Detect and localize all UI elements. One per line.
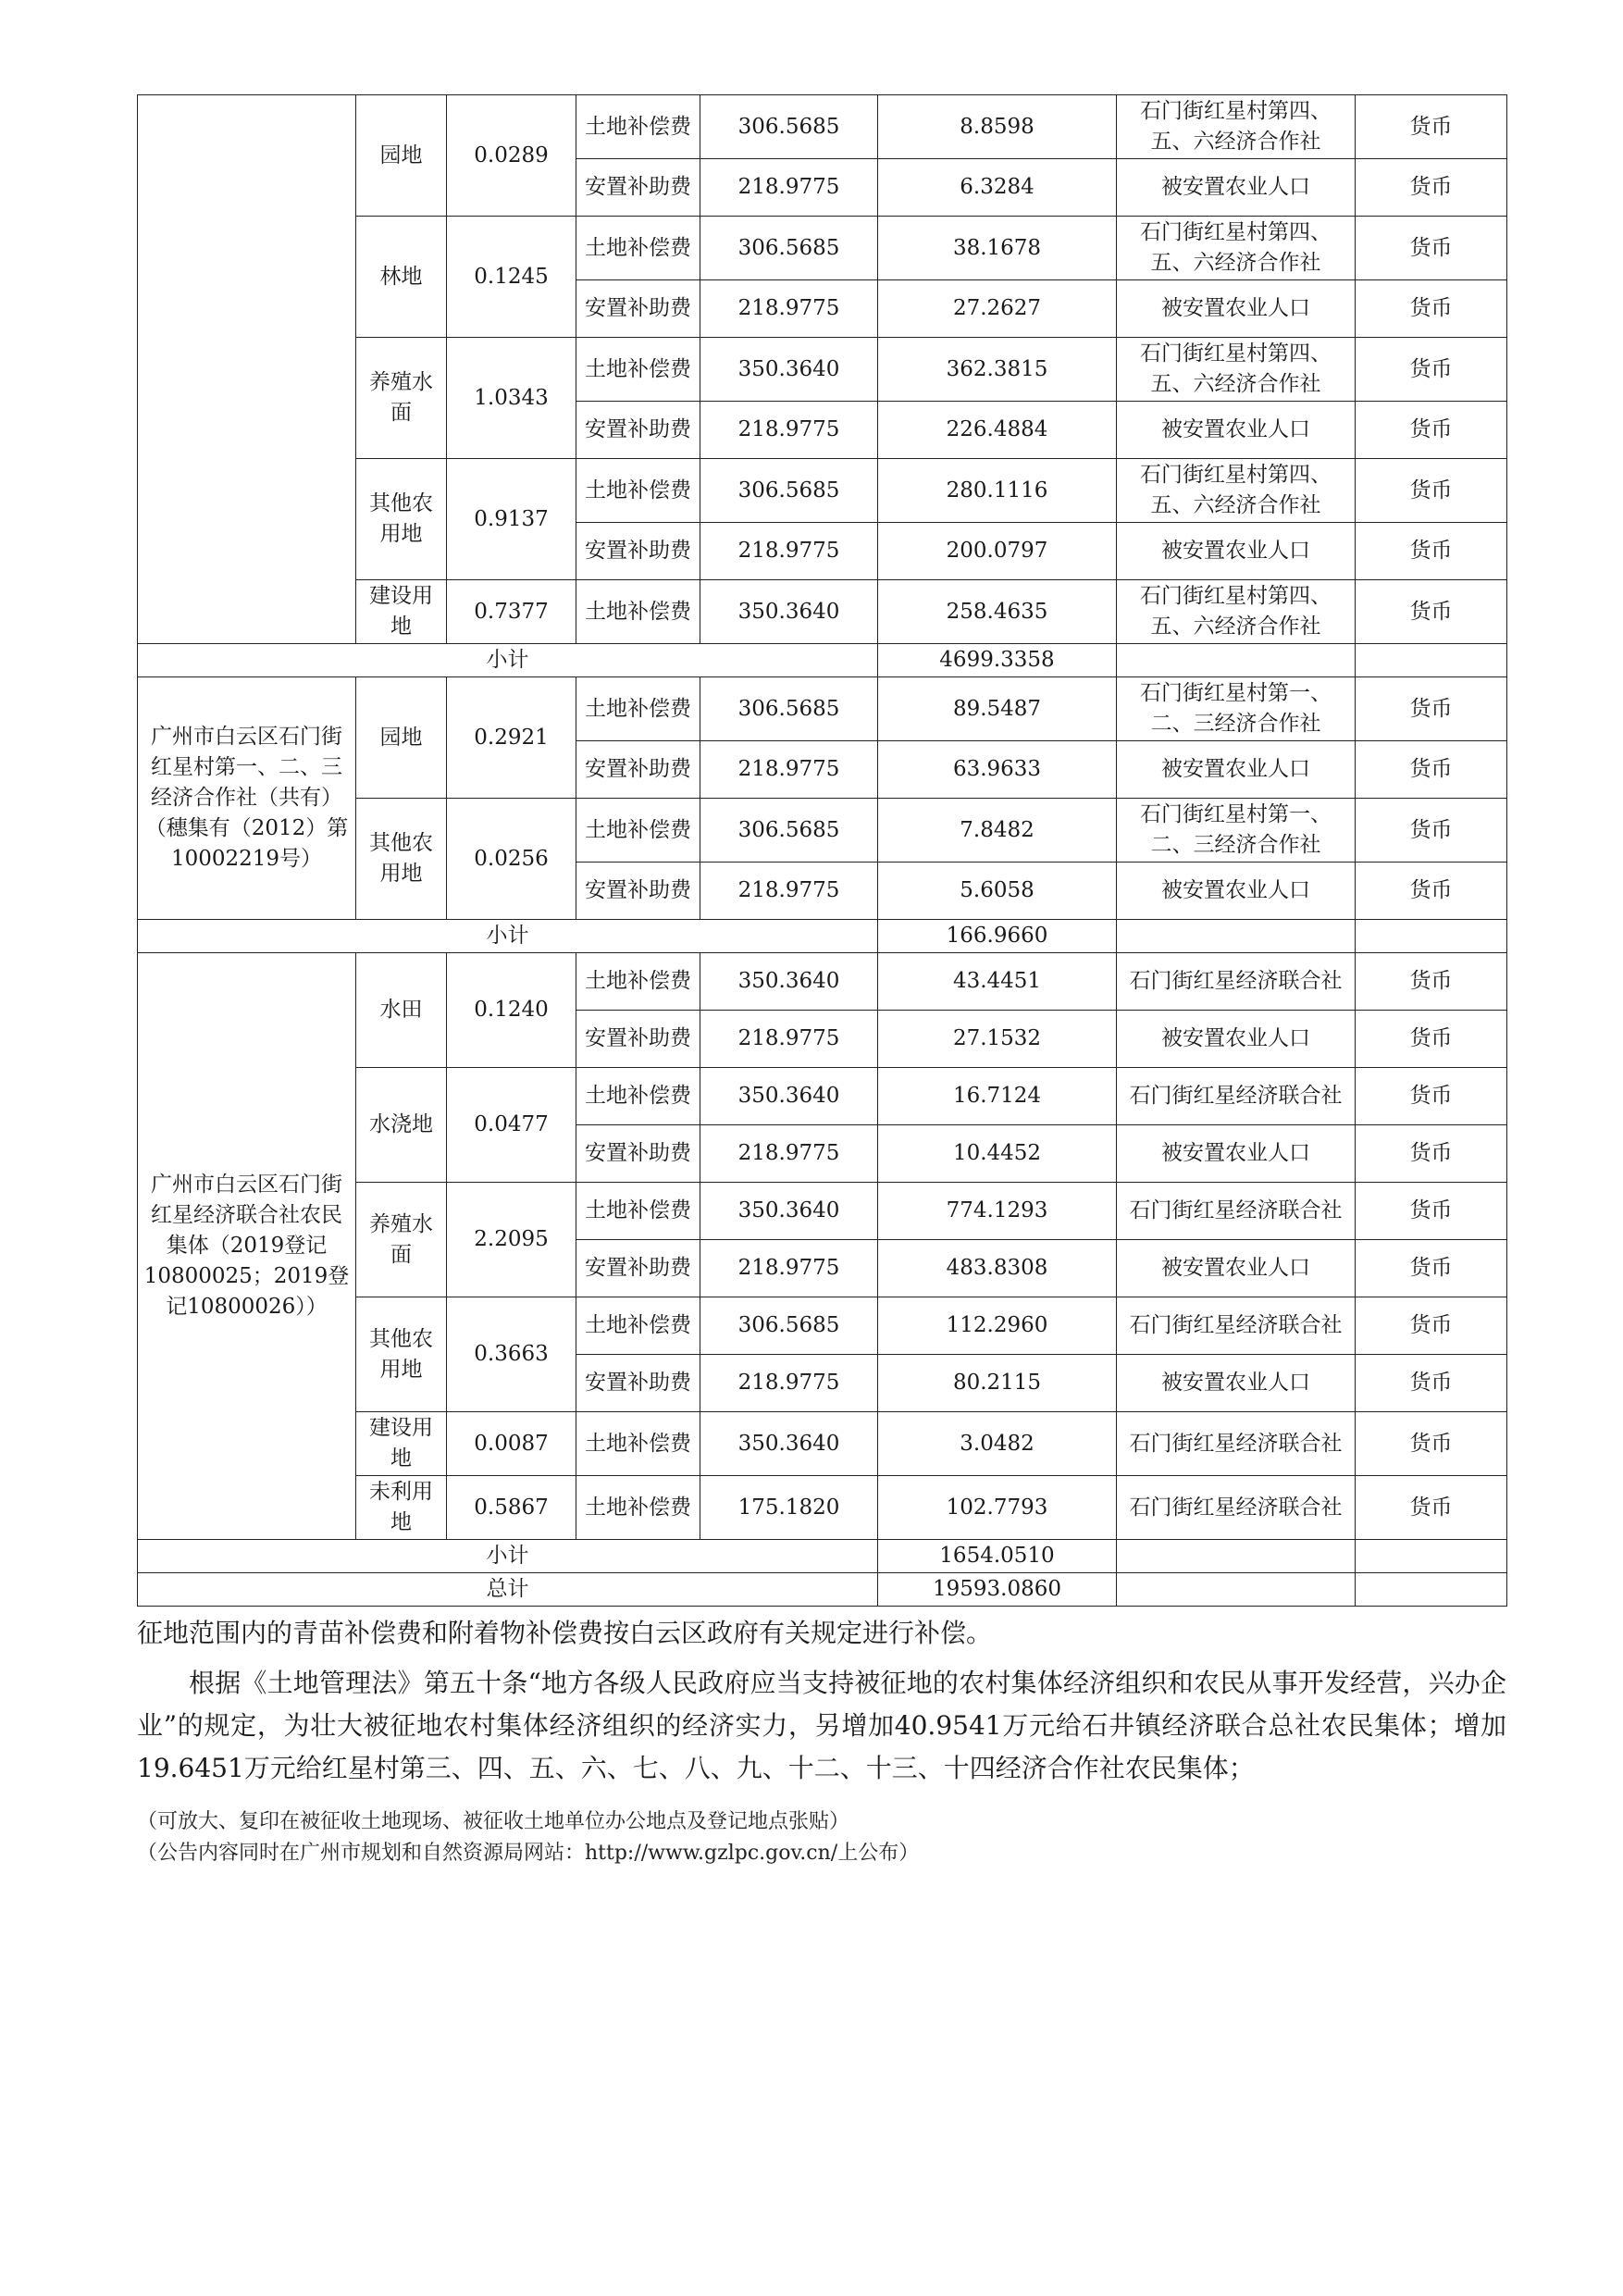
method-cell: 货币 bbox=[1356, 1011, 1507, 1068]
unit-price-cell: 306.5685 bbox=[700, 799, 878, 863]
unit-price-cell: 218.9775 bbox=[700, 1240, 878, 1297]
unit-price-cell: 306.5685 bbox=[700, 1297, 878, 1355]
unit-price-cell: 350.3640 bbox=[700, 338, 878, 402]
amount-cell: 483.8308 bbox=[878, 1240, 1117, 1297]
unit-price-cell: 306.5685 bbox=[700, 95, 878, 159]
table-row bbox=[138, 953, 1507, 1011]
owner-cell bbox=[138, 95, 356, 644]
fee-type-cell: 安置补助费 bbox=[576, 741, 700, 799]
method-cell: 货币 bbox=[1356, 1412, 1507, 1476]
payee-cell: 被安置农业人口 bbox=[1117, 1240, 1356, 1297]
subtotal-value-cell: 1654.0510 bbox=[878, 1540, 1117, 1573]
method-cell: 货币 bbox=[1356, 217, 1507, 280]
method-cell: 货币 bbox=[1356, 799, 1507, 863]
payee-cell: 石门街红星经济联合社 bbox=[1117, 1068, 1356, 1125]
unit-price-cell: 175.1820 bbox=[700, 1476, 878, 1540]
amount-cell: 89.5487 bbox=[878, 677, 1117, 741]
fee-type-cell: 安置补助费 bbox=[576, 1125, 700, 1183]
payee-cell: 石门街红星村第四、五、六经济合作社 bbox=[1117, 580, 1356, 644]
fee-type-cell: 土地补偿费 bbox=[576, 1476, 700, 1540]
land-type-cell: 园地 bbox=[356, 95, 447, 217]
payee-cell: 被安置农业人口 bbox=[1117, 1125, 1356, 1183]
amount-cell: 226.4884 bbox=[878, 402, 1117, 459]
amount-cell: 6.3284 bbox=[878, 159, 1117, 217]
owner-cell: 广州市白云区石门街红星村第一、二、三经济合作社（共有）（穗集有（2012）第10002219号） bbox=[138, 677, 356, 920]
amount-cell: 80.2115 bbox=[878, 1355, 1117, 1412]
fee-type-cell: 土地补偿费 bbox=[576, 338, 700, 402]
land-type-cell: 其他农用地 bbox=[356, 459, 447, 580]
payee-cell: 石门街红星村第一、二、三经济合作社 bbox=[1117, 677, 1356, 741]
unit-price-cell: 218.9775 bbox=[700, 741, 878, 799]
payee-cell: 被安置农业人口 bbox=[1117, 741, 1356, 799]
method-cell: 货币 bbox=[1356, 159, 1507, 217]
area-cell: 0.0289 bbox=[447, 95, 576, 217]
method-cell: 货币 bbox=[1356, 523, 1507, 580]
fee-type-cell: 土地补偿费 bbox=[576, 799, 700, 863]
amount-cell: 43.4451 bbox=[878, 953, 1117, 1011]
area-cell: 0.0256 bbox=[447, 799, 576, 920]
payee-cell: 石门街红星经济联合社 bbox=[1117, 1476, 1356, 1540]
fee-type-cell: 土地补偿费 bbox=[576, 459, 700, 523]
document-page bbox=[137, 94, 1506, 1869]
unit-price-cell: 306.5685 bbox=[700, 217, 878, 280]
area-cell: 0.1245 bbox=[447, 217, 576, 338]
fee-type-cell: 安置补助费 bbox=[576, 523, 700, 580]
fee-type-cell: 土地补偿费 bbox=[576, 953, 700, 1011]
amount-cell: 8.8598 bbox=[878, 95, 1117, 159]
fee-type-cell: 土地补偿费 bbox=[576, 95, 700, 159]
payee-cell: 石门街红星村第四、五、六经济合作社 bbox=[1117, 217, 1356, 280]
land-type-cell: 养殖水面 bbox=[356, 1183, 447, 1297]
payee-cell: 被安置农业人口 bbox=[1117, 863, 1356, 920]
subtotal-row bbox=[138, 644, 1507, 677]
payee-cell: 石门街红星村第四、五、六经济合作社 bbox=[1117, 95, 1356, 159]
payee-cell: 被安置农业人口 bbox=[1117, 159, 1356, 217]
land-type-cell: 水浇地 bbox=[356, 1068, 447, 1183]
unit-price-cell: 218.9775 bbox=[700, 1011, 878, 1068]
unit-price-cell: 350.3640 bbox=[700, 1183, 878, 1240]
method-cell: 货币 bbox=[1356, 953, 1507, 1011]
amount-cell: 27.1532 bbox=[878, 1011, 1117, 1068]
owner-cell: 广州市白云区石门街红星经济联合社农民集体（2019登记10800025；2019登记10800026）） bbox=[138, 953, 356, 1540]
subtotal-empty-cell bbox=[1117, 644, 1356, 677]
amount-cell: 38.1678 bbox=[878, 217, 1117, 280]
payee-cell: 被安置农业人口 bbox=[1117, 1355, 1356, 1412]
subtotal-row bbox=[138, 920, 1507, 953]
land-type-cell: 水田 bbox=[356, 953, 447, 1068]
land-type-cell: 其他农用地 bbox=[356, 799, 447, 920]
subtotal-label-cell: 小计 bbox=[138, 644, 878, 677]
fee-type-cell: 安置补助费 bbox=[576, 402, 700, 459]
method-cell: 货币 bbox=[1356, 677, 1507, 741]
table-row bbox=[138, 95, 1507, 159]
area-cell: 0.3663 bbox=[447, 1297, 576, 1412]
area-cell: 0.9137 bbox=[447, 459, 576, 580]
fee-type-cell: 安置补助费 bbox=[576, 1240, 700, 1297]
amount-cell: 200.0797 bbox=[878, 523, 1117, 580]
method-cell: 货币 bbox=[1356, 1068, 1507, 1125]
unit-price-cell: 218.9775 bbox=[700, 280, 878, 338]
fee-type-cell: 土地补偿费 bbox=[576, 1068, 700, 1125]
compensation-table-body bbox=[138, 95, 1507, 1607]
amount-cell: 63.9633 bbox=[878, 741, 1117, 799]
footnotes bbox=[137, 1806, 1506, 1869]
payee-cell: 石门街红星村第一、二、三经济合作社 bbox=[1117, 799, 1356, 863]
land-type-cell: 建设用地 bbox=[356, 580, 447, 644]
unit-price-cell: 218.9775 bbox=[700, 1125, 878, 1183]
land-type-cell: 建设用地 bbox=[356, 1412, 447, 1476]
amount-cell: 3.0482 bbox=[878, 1412, 1117, 1476]
payee-cell: 被安置农业人口 bbox=[1117, 1011, 1356, 1068]
payee-cell: 被安置农业人口 bbox=[1117, 402, 1356, 459]
method-cell: 货币 bbox=[1356, 402, 1507, 459]
fee-type-cell: 安置补助费 bbox=[576, 863, 700, 920]
unit-price-cell: 218.9775 bbox=[700, 159, 878, 217]
paragraph-seedling-compensation: 征地范围内的青苗补偿费和附着物补偿费按白云区政府有关规定进行补偿。 bbox=[137, 1618, 993, 1648]
unit-price-cell: 306.5685 bbox=[700, 677, 878, 741]
subtotal-label-cell: 小计 bbox=[138, 920, 878, 953]
total-empty-cell bbox=[1117, 1573, 1356, 1607]
amount-cell: 5.6058 bbox=[878, 863, 1117, 920]
amount-cell: 280.1116 bbox=[878, 459, 1117, 523]
payee-cell: 石门街红星经济联合社 bbox=[1117, 1412, 1356, 1476]
unit-price-cell: 218.9775 bbox=[700, 863, 878, 920]
method-cell: 货币 bbox=[1356, 741, 1507, 799]
fee-type-cell: 安置补助费 bbox=[576, 1355, 700, 1412]
total-value-cell: 19593.0860 bbox=[878, 1573, 1117, 1607]
amount-cell: 362.3815 bbox=[878, 338, 1117, 402]
total-row bbox=[138, 1573, 1507, 1607]
area-cell: 0.1240 bbox=[447, 953, 576, 1068]
amount-cell: 258.4635 bbox=[878, 580, 1117, 644]
subtotal-empty-cell bbox=[1356, 920, 1507, 953]
subtotal-empty-cell bbox=[1117, 1540, 1356, 1573]
area-cell: 1.0343 bbox=[447, 338, 576, 459]
footnote-website: （公告内容同时在广州市规划和自然资源局网站：http://www.gzlpc.gov.cn/上公布） bbox=[137, 1842, 920, 1865]
unit-price-cell: 218.9775 bbox=[700, 402, 878, 459]
method-cell: 货币 bbox=[1356, 338, 1507, 402]
land-type-cell: 养殖水面 bbox=[356, 338, 447, 459]
fee-type-cell: 土地补偿费 bbox=[576, 1412, 700, 1476]
unit-price-cell: 350.3640 bbox=[700, 1068, 878, 1125]
payee-cell: 石门街红星经济联合社 bbox=[1117, 953, 1356, 1011]
amount-cell: 774.1293 bbox=[878, 1183, 1117, 1240]
unit-price-cell: 350.3640 bbox=[700, 953, 878, 1011]
method-cell: 货币 bbox=[1356, 1125, 1507, 1183]
method-cell: 货币 bbox=[1356, 1297, 1507, 1355]
payee-cell: 被安置农业人口 bbox=[1117, 280, 1356, 338]
table-row bbox=[138, 677, 1507, 741]
amount-cell: 27.2627 bbox=[878, 280, 1117, 338]
payee-cell: 石门街红星经济联合社 bbox=[1117, 1183, 1356, 1240]
unit-price-cell: 306.5685 bbox=[700, 459, 878, 523]
area-cell: 0.2921 bbox=[447, 677, 576, 799]
area-cell: 2.2095 bbox=[447, 1183, 576, 1297]
method-cell: 货币 bbox=[1356, 95, 1507, 159]
fee-type-cell: 安置补助费 bbox=[576, 280, 700, 338]
subtotal-label-cell: 小计 bbox=[138, 1540, 878, 1573]
method-cell: 货币 bbox=[1356, 863, 1507, 920]
subtotal-value-cell: 166.9660 bbox=[878, 920, 1117, 953]
amount-cell: 7.8482 bbox=[878, 799, 1117, 863]
fee-type-cell: 土地补偿费 bbox=[576, 1183, 700, 1240]
area-cell: 0.5867 bbox=[447, 1476, 576, 1540]
land-type-cell: 林地 bbox=[356, 217, 447, 338]
fee-type-cell: 土地补偿费 bbox=[576, 580, 700, 644]
method-cell: 货币 bbox=[1356, 1183, 1507, 1240]
amount-cell: 16.7124 bbox=[878, 1068, 1117, 1125]
payee-cell: 石门街红星经济联合社 bbox=[1117, 1297, 1356, 1355]
method-cell: 货币 bbox=[1356, 1240, 1507, 1297]
compensation-table bbox=[137, 94, 1507, 1607]
payee-cell: 石门街红星村第四、五、六经济合作社 bbox=[1117, 338, 1356, 402]
method-cell: 货币 bbox=[1356, 280, 1507, 338]
subtotal-value-cell: 4699.3358 bbox=[878, 644, 1117, 677]
paragraph-land-management-law: 根据《土地管理法》第五十条“地方各级人民政府应当支持被征地的农村集体经济组织和农民从事开发经营，兴办企业”的规定，为壮大被征地农村集体经济组织的经济实力，另增加40.9541万元给石井镇经济联合总社农民集体；增加19.6451万元给红星村第三、四、五、六、七、八、九、十二、十三、十四经济合作社农民集体； bbox=[137, 1668, 1506, 1783]
method-cell: 货币 bbox=[1356, 1355, 1507, 1412]
area-cell: 0.7377 bbox=[447, 580, 576, 644]
subtotal-empty-cell bbox=[1356, 644, 1507, 677]
fee-type-cell: 土地补偿费 bbox=[576, 677, 700, 741]
land-type-cell: 未利用地 bbox=[356, 1476, 447, 1540]
total-empty-cell bbox=[1356, 1573, 1507, 1607]
total-label-cell: 总计 bbox=[138, 1573, 878, 1607]
fee-type-cell: 土地补偿费 bbox=[576, 1297, 700, 1355]
area-cell: 0.0477 bbox=[447, 1068, 576, 1183]
unit-price-cell: 218.9775 bbox=[700, 523, 878, 580]
payee-cell: 被安置农业人口 bbox=[1117, 523, 1356, 580]
unit-price-cell: 350.3640 bbox=[700, 1412, 878, 1476]
fee-type-cell: 安置补助费 bbox=[576, 1011, 700, 1068]
method-cell: 货币 bbox=[1356, 459, 1507, 523]
subtotal-empty-cell bbox=[1117, 920, 1356, 953]
fee-type-cell: 安置补助费 bbox=[576, 159, 700, 217]
amount-cell: 112.2960 bbox=[878, 1297, 1117, 1355]
land-type-cell: 园地 bbox=[356, 677, 447, 799]
method-cell: 货币 bbox=[1356, 580, 1507, 644]
unit-price-cell: 218.9775 bbox=[700, 1355, 878, 1412]
land-type-cell: 其他农用地 bbox=[356, 1297, 447, 1412]
amount-cell: 10.4452 bbox=[878, 1125, 1117, 1183]
subtotal-empty-cell bbox=[1356, 1540, 1507, 1573]
amount-cell: 102.7793 bbox=[878, 1476, 1117, 1540]
subtotal-row bbox=[138, 1540, 1507, 1573]
fee-type-cell: 土地补偿费 bbox=[576, 217, 700, 280]
unit-price-cell: 350.3640 bbox=[700, 580, 878, 644]
footnote-posting: （可放大、复印在被征收土地现场、被征收土地单位办公地点及登记地点张贴） bbox=[137, 1810, 850, 1833]
payee-cell: 石门街红星村第四、五、六经济合作社 bbox=[1117, 459, 1356, 523]
area-cell: 0.0087 bbox=[447, 1412, 576, 1476]
method-cell: 货币 bbox=[1356, 1476, 1507, 1540]
